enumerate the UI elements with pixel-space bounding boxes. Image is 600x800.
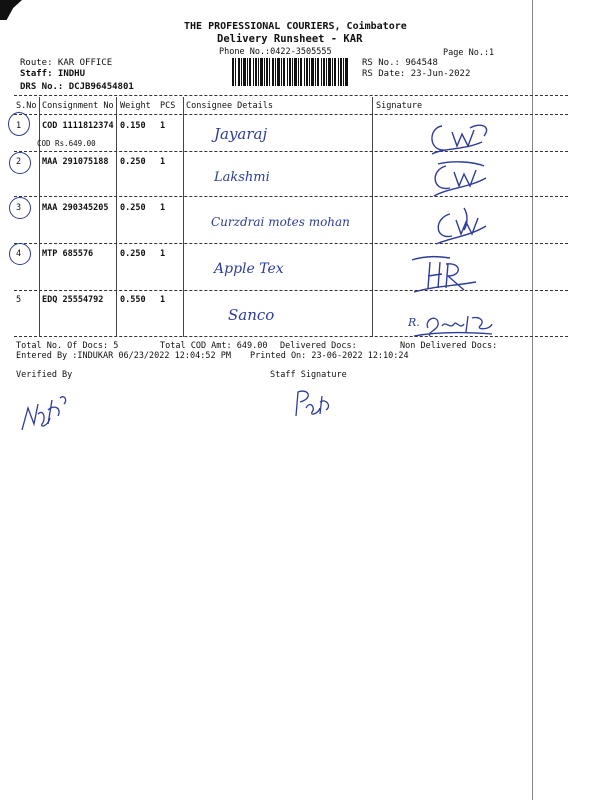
document-title: Delivery Runsheet - KAR [217, 33, 363, 45]
sno-circle-mark [9, 243, 31, 265]
row1-cod-note: COD Rs.649.00 [37, 139, 96, 148]
row-rule [14, 290, 568, 291]
staff-signature [288, 386, 334, 420]
table-top-rule [14, 95, 568, 96]
row4-weight: 0.250 [120, 249, 146, 259]
sno-circle-mark [9, 197, 31, 219]
header-signature: Signature [376, 101, 423, 111]
column-divider [183, 97, 184, 337]
row1-sno: 1 [16, 121, 22, 131]
row3-consignee-handwriting: Curzdrai motes mohan [211, 215, 350, 229]
rs-date: RS Date: 23-Jun-2022 [362, 69, 471, 79]
torn-corner [0, 0, 22, 20]
row3-sno: 3 [16, 203, 22, 213]
row3-signature [424, 204, 494, 248]
row4-consignment: MTP 685576 [42, 249, 94, 259]
row2-consignment: MAA 291075188 [42, 157, 109, 167]
row4-pcs: 1 [160, 249, 166, 259]
row2-weight: 0.250 [120, 157, 146, 167]
row4-consignee-handwriting: Apple Tex [214, 261, 284, 277]
sno-circle-mark [8, 112, 30, 136]
row3-consignment: MAA 290345205 [42, 203, 109, 213]
drs-number: DRS No.: DCJB96454801 [20, 82, 134, 92]
row5-pcs: 1 [160, 295, 166, 305]
header-rule [14, 114, 568, 115]
row5-sno: 5 [16, 295, 22, 305]
phone-number: Phone No.:0422-3505555 [219, 47, 332, 57]
row2-pcs: 1 [160, 157, 166, 167]
row4-signature [404, 248, 484, 296]
non-delivered-docs: Non Delivered Docs: [400, 341, 498, 351]
row1-consignee-handwriting: Jayaraj [214, 125, 268, 143]
delivered-docs: Delivered Docs: [280, 341, 357, 351]
staff-label: Staff: INDHU [20, 69, 86, 79]
header-consignee: Consignee Details [186, 101, 273, 111]
header-weight: Weight [120, 101, 151, 111]
row1-signature [424, 118, 494, 158]
row5-consignee-handwriting: Sanco [228, 306, 275, 324]
verified-by-signature [18, 390, 70, 436]
row3-weight: 0.250 [120, 203, 146, 213]
company-name: THE PROFESSIONAL COURIERS, Coimbatore [184, 21, 407, 32]
row1-pcs: 1 [160, 121, 166, 131]
row5-consignment: EDQ 25554792 [42, 295, 104, 305]
header-pcs: PCS [160, 101, 176, 111]
header-sno: S.No [16, 101, 37, 111]
header-consignment: Consignment No [42, 101, 114, 111]
page-number: Page No.:1 [443, 48, 495, 58]
svg-text:R.: R. [408, 316, 420, 329]
staff-signature-label: Staff Signature [270, 370, 347, 380]
column-divider [39, 97, 40, 337]
route-label: Route: KAR OFFICE [20, 58, 113, 68]
row1-weight: 0.150 [120, 121, 146, 131]
row4-sno: 4 [16, 249, 22, 259]
entered-by: Entered By :INDUKAR 06/23/2022 12:04:52 PM [16, 351, 231, 361]
row3-pcs: 1 [160, 203, 166, 213]
column-divider [372, 97, 373, 337]
rs-number: RS No.: 964548 [362, 58, 438, 68]
row5-signature [406, 306, 496, 340]
row2-signature [424, 158, 494, 198]
row5-weight: 0.550 [120, 295, 146, 305]
verified-by-label: Verified By [16, 370, 73, 380]
row2-sno: 2 [16, 157, 22, 167]
printed-on: Printed On: 23-06-2022 12:10:24 [250, 351, 409, 361]
barcode [232, 58, 348, 86]
total-cod-amount: Total COD Amt: 649.00 [160, 341, 268, 351]
column-divider [116, 97, 117, 337]
total-docs: Total No. Of Docs: 5 [16, 341, 119, 351]
row1-consignment: COD 1111812374 [42, 121, 114, 131]
row2-consignee-handwriting: Lakshmi [214, 170, 270, 185]
page-edge-line [532, 0, 533, 800]
sno-circle-mark [9, 152, 31, 174]
